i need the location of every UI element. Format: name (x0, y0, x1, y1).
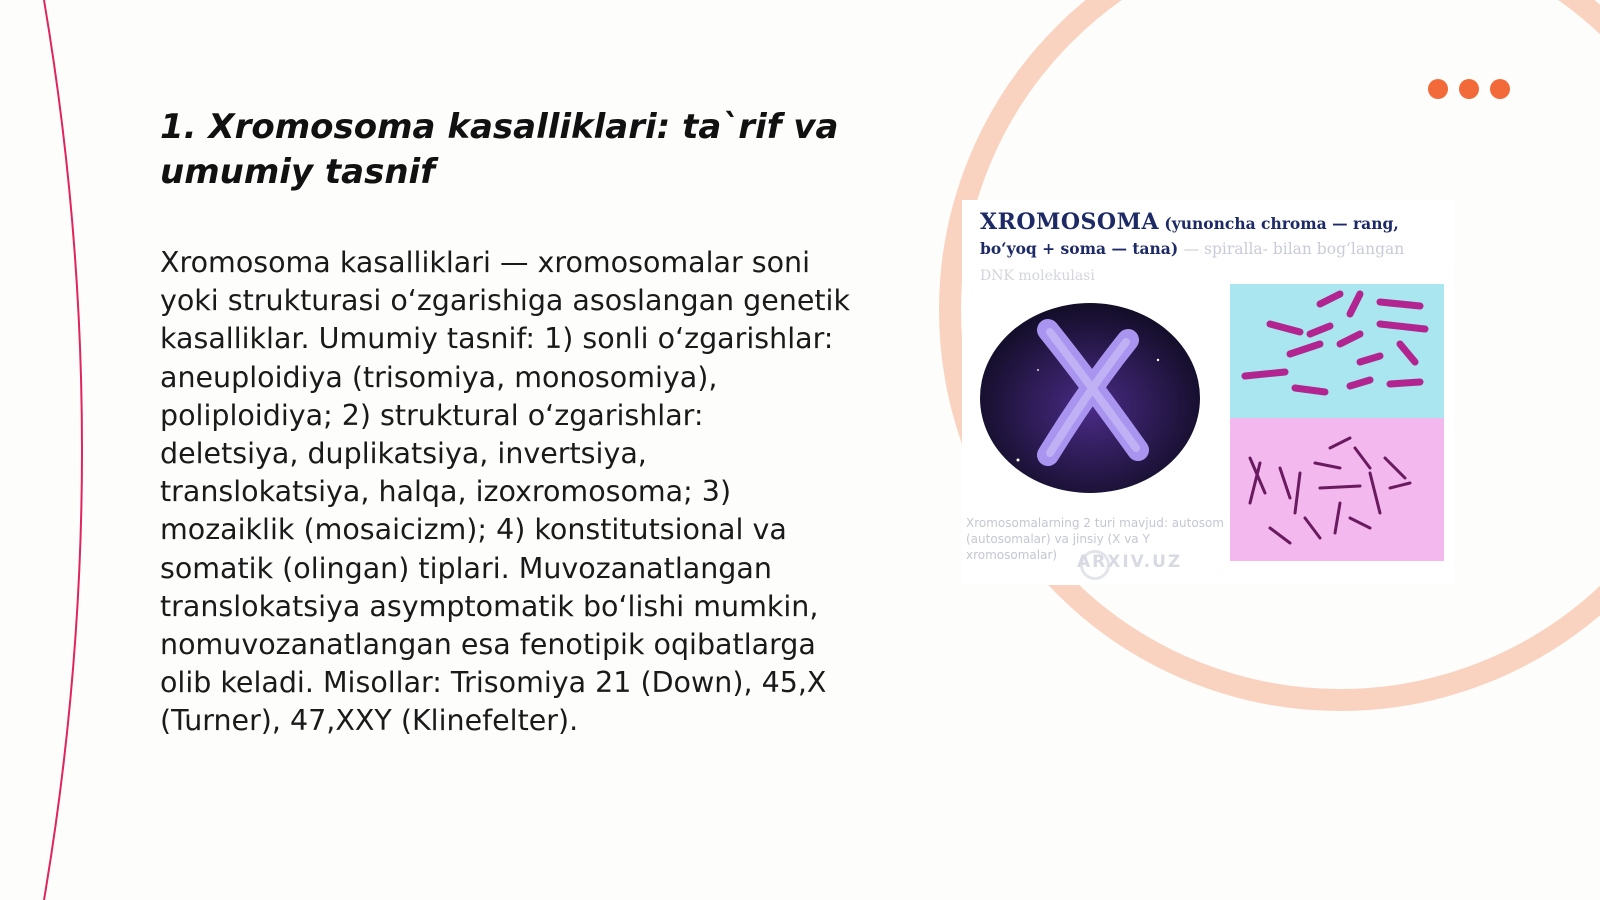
figure-heading-line2: bo‘yoq + soma — tana) (980, 239, 1179, 258)
left-accent-line (44, 0, 82, 900)
chromosome-illustration (978, 300, 1202, 496)
slide-body-text: Xromosoma kasalliklari — xromosomalar soni yoki strukturasi o‘zgarishiga asoslangan genetik kasalliklar. Umumiy tasnif: 1) sonli o‘zgarishlar: aneuploidiya (trisomiya, monosomiya), poliploidiya; 2) struktural o‘zgarishlar: deletsiya, duplikatsiya, invertsiya, translokatsiya, halqa, izoxromosoma; 3) mozaiklik (mosaicizm); 4) konstitutsional va somatik (olingan) tiplari. Muvozanatlangan translokatsiya asymptomatik bo‘lishi mumkin, nomuvozanatlangan esa fenotipik oqibatlarga olib keladi. Misollar: Trisomiya 21 (Down), 45,X (Turner), 47,XXY (Klinefelter). (160, 246, 850, 738)
figure-heading (980, 210, 1420, 289)
karyotype-panel-pink (1230, 418, 1444, 561)
more-dots-icon (1428, 79, 1510, 99)
karyotype-panel-blue (1230, 284, 1444, 418)
metaphase-spread-illustration (1230, 418, 1444, 561)
slide-title: 1. Xromosoma kasalliklari: ta`rif va umumiy tasnif (160, 107, 839, 192)
figure-heading-line3: DNK molekulasi (980, 268, 1095, 284)
figure-heading-line2-faded: — spiralla- bilan bog‘langan (1183, 240, 1405, 258)
chromosome-figure (962, 200, 1454, 585)
figure-heading-rest: (yunoncha chroma — rang, (1164, 214, 1399, 233)
figure-heading-word: XROMOSOMA (980, 209, 1160, 235)
figure-caption: Xromosomalarning 2 turi mavjud: autosom (autosomalar) va jinsiy (X va Y xromosomalar) (966, 516, 1224, 562)
karyotype-illustration (1230, 284, 1444, 418)
watermark-text: ARXIV.UZ (1077, 552, 1183, 572)
